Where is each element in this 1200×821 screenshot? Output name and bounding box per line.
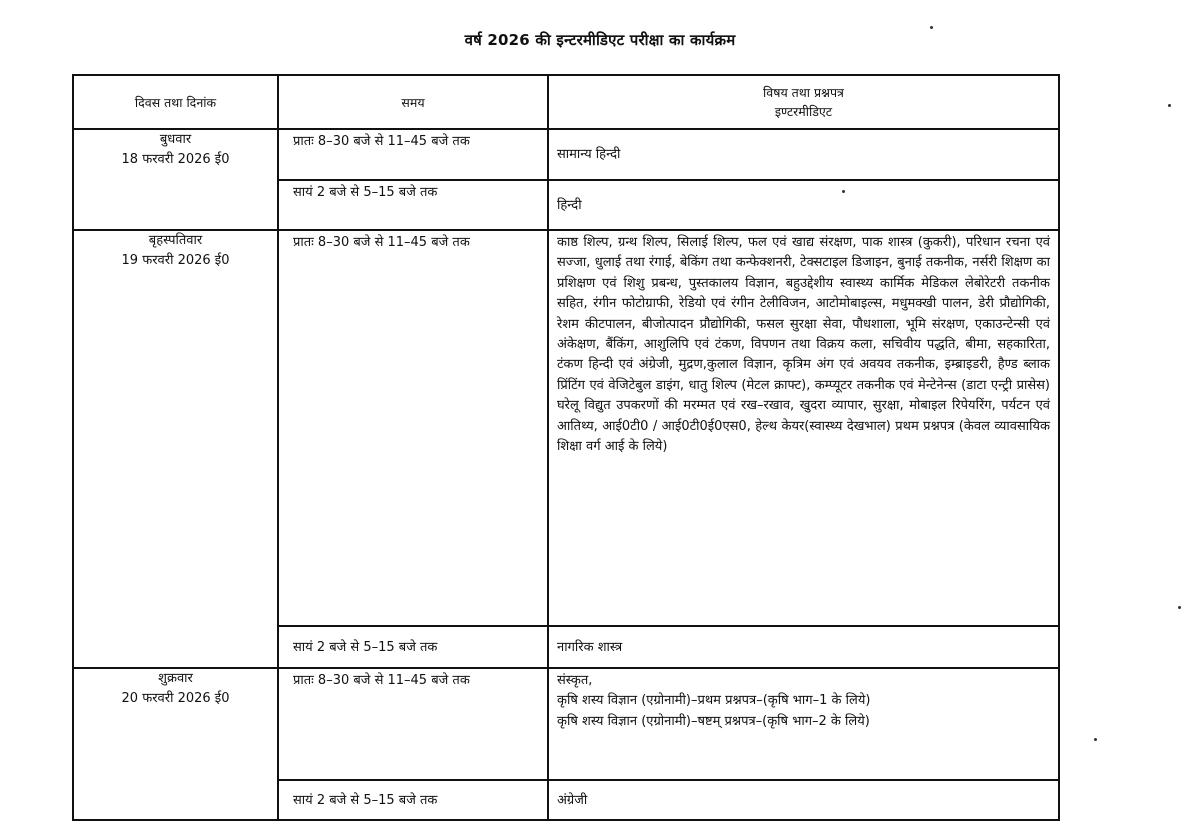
- table-row: [73, 129, 1059, 180]
- time-cell: सायं 2 बजे से 5–15 बजे तक: [278, 626, 548, 668]
- scan-speck: [1178, 606, 1181, 609]
- subject-line: कृषि शस्य विज्ञान (एग्रोनामी)–षष्टम् प्रश्नपत्र–(कृषि भाग–2 के लिये): [557, 713, 870, 729]
- day-name: बृहस्पतिवार: [148, 233, 203, 248]
- subject-line: संस्कृत,: [557, 673, 593, 688]
- time-cell: प्रातः 8–30 बजे से 11–45 बजे तक: [278, 668, 548, 780]
- day-name: बुधवार: [159, 132, 192, 147]
- table-row: [73, 230, 1059, 626]
- day-date-cell: [73, 230, 278, 668]
- subject-cell: अंग्रेजी: [548, 780, 1059, 820]
- exam-date: 18 फरवरी 2026 ई0: [121, 152, 230, 168]
- time-cell: प्रातः 8–30 बजे से 11–45 बजे तक: [278, 129, 548, 180]
- header-row: [73, 75, 1059, 129]
- header-time: समय: [278, 75, 548, 129]
- subject-cell: काष्ठ शिल्प, ग्रन्थ शिल्प, सिलाई शिल्प, फल एवं खाद्य संरक्षण, पाक शास्त्र (कुकरी), परिधान रचना एवं सज्जा, धुलाई तथा रंगाई, बेकिंग तथा कन्फेक्शनरी, टेक्सटाइल डिजाइन, बुनाई तकनीक, नर्सरी शिक्षण का प्रशिक्षण एवं शिशु प्रबन्ध, पुस्तकालय विज्ञान, बहुउद्देशीय स्वास्थ्य कार्मिक मेडिकल लेबोरेटरी तकनीक सहित, रंगीन फोटोग्राफी, रेडियो एवं रंगीन टेलीविजन, आटोमोबाइल्स, मधुमक्खी पालन, डेरी प्रौद्योगिकी, रेशम कीटपालन, बीजोत्पादन प्रौद्योगिकी, फसल सुरक्षा सेवा, पौधशाला, भूमि संरक्षण, एकाउन्टेन्सी एवं अंकेक्षण, बैंकिंग, आशुलिपि एवं टंकण, विपणन तथा विक्रय कला, सचिवीय पद्धति, बीमा, सहकारिता, टंकण हिन्दी एवं अंग्रेजी, मुद्रण,कुलाल विज्ञान, कृत्रिम अंग एवं अवयव तकनीक, इम्ब्राइडरी, हैण्ड ब्लाक प्रिंटिंग एवं वेजिटेबुल डाइंग, धातु शिल्प (मेटल क्राफ्ट), कम्प्यूटर तकनीक एवं मेन्टेनेन्स (डाटा एन्ट्री प्रासेस) घरेलू विद्युत उपकरणों की मरम्मत एवं रख–रखाव, खुदरा व्यापार, सुरक्षा, मोबाइल रिपेयरिंग, पर्यटन एवं आतिथ्य, आई0टी0 / आई0टी0ई0एस0, हेल्थ केयर(स्वास्थ्य देखभाल) प्रथम प्रश्नपत्र (केवल व्यावसायिक शिक्षा वर्ग आई के लिये): [548, 230, 1059, 626]
- scan-speck: [842, 190, 845, 193]
- scan-speck: [1168, 104, 1171, 107]
- header-day-date: दिवस तथा दिनांक: [73, 75, 278, 129]
- exam-schedule-table: [72, 74, 1060, 821]
- day-date-cell: [73, 129, 278, 230]
- exam-date: 20 फरवरी 2026 ई0: [121, 691, 230, 707]
- subject-cell: सामान्य हिन्दी: [548, 129, 1059, 180]
- subject-cell: [548, 668, 1059, 780]
- time-cell: सायं 2 बजे से 5–15 बजे तक: [278, 780, 548, 820]
- subject-line: कृषि शस्य विज्ञान (एग्रोनामी)–प्रथम प्रश्नपत्र–(कृषि भाग–1 के लिये): [557, 693, 871, 709]
- exam-date: 19 फरवरी 2026 ई0: [121, 253, 230, 269]
- day-date-cell: [73, 668, 278, 820]
- table-row: [73, 668, 1059, 780]
- scan-speck: [1094, 738, 1097, 741]
- time-cell: सायं 2 बजे से 5–15 बजे तक: [278, 180, 548, 230]
- time-cell: प्रातः 8–30 बजे से 11–45 बजे तक: [278, 230, 548, 626]
- scan-speck: [930, 26, 933, 29]
- subject-cell: हिन्दी: [548, 180, 1059, 230]
- header-subject-title: विषय तथा प्रश्नपत्र: [763, 85, 844, 100]
- header-subject-class: इण्टरमीडिएट: [774, 104, 833, 119]
- subject-cell: नागरिक शास्त्र: [548, 626, 1059, 668]
- header-subject: [548, 75, 1059, 129]
- day-name: शुक्रवार: [158, 671, 193, 686]
- page-title: वर्ष 2026 की इन्टरमीडिएट परीक्षा का कार्यक्रम: [464, 31, 736, 49]
